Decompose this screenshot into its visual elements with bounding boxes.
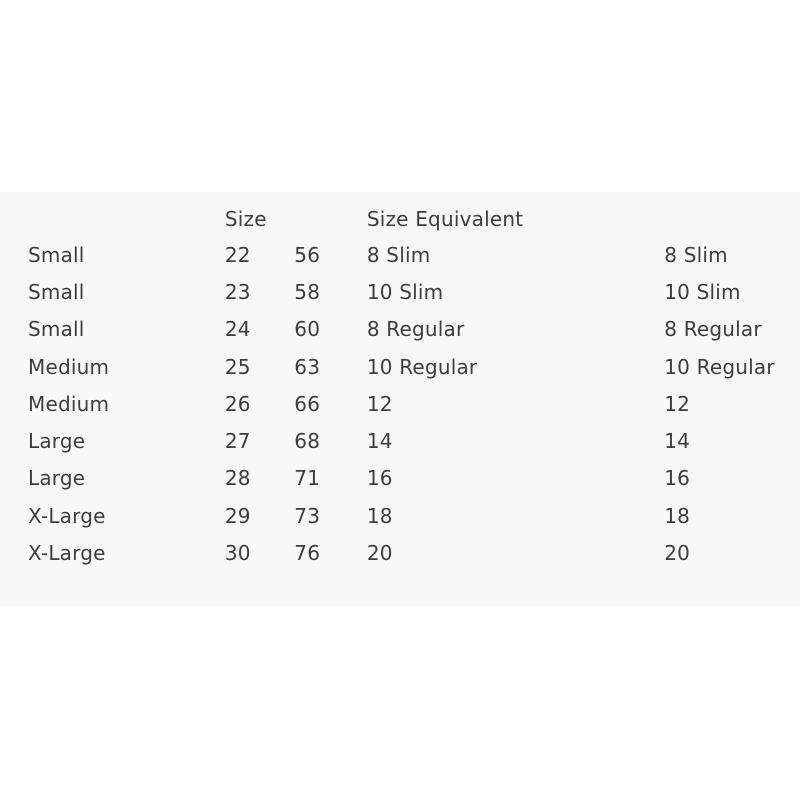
size-equivalent-alt-cell: 10 Slim <box>664 279 741 304</box>
table-row <box>0 460 800 497</box>
size-inch-cell: 27 <box>224 429 251 454</box>
size-equivalent-cell: 10 Regular <box>366 354 478 379</box>
size-cm-cell: 76 <box>294 541 321 566</box>
size-equivalent-alt-cell: 20 <box>664 541 691 566</box>
table-row <box>0 534 800 571</box>
size-equivalent-cell: 14 <box>366 429 393 454</box>
header-label <box>0 202 225 236</box>
size-equivalent-cell: 16 <box>366 466 393 491</box>
size-label-cell: Medium <box>28 391 110 416</box>
size-inch-cell: 22 <box>224 242 251 267</box>
size-cm-cell: 68 <box>294 429 321 454</box>
size-equivalent-cell: 8 Regular <box>366 317 465 342</box>
size-chart-table <box>0 202 800 572</box>
size-equivalent-cell: 12 <box>366 391 393 416</box>
size-inch-cell: 30 <box>224 541 251 566</box>
size-equivalent-cell: 8 Slim <box>366 242 431 267</box>
size-equivalent-alt-cell: 14 <box>664 429 691 454</box>
header-size-cm <box>294 202 367 236</box>
size-inch-cell: 28 <box>224 466 251 491</box>
size-cm-cell: 56 <box>294 242 321 267</box>
header-row <box>0 202 800 236</box>
size-label-cell: X-Large <box>28 503 106 528</box>
header-equivalent-alt <box>664 202 800 236</box>
size-inch-cell: 24 <box>224 317 251 342</box>
table-row <box>0 311 800 348</box>
size-cm-cell: 66 <box>294 391 321 416</box>
size-label-cell: Large <box>28 429 86 454</box>
table-row <box>0 273 800 310</box>
size-cm-cell: 58 <box>294 279 321 304</box>
size-label-cell: Medium <box>28 354 110 379</box>
table-row <box>0 385 800 422</box>
size-label-cell: Small <box>28 317 85 342</box>
size-cm-cell: 73 <box>294 503 321 528</box>
size-inch-cell: 26 <box>224 391 251 416</box>
size-label-cell: Small <box>28 242 85 267</box>
size-equivalent-alt-cell: 12 <box>664 391 691 416</box>
size-equivalent-alt-cell: 8 Regular <box>664 317 762 342</box>
size-inch-cell: 29 <box>224 503 251 528</box>
size-equivalent-cell: 10 Slim <box>366 279 444 304</box>
size-label-cell: Large <box>28 466 86 491</box>
size-cm-cell: 60 <box>294 317 321 342</box>
table-row <box>0 236 800 273</box>
size-equivalent-alt-cell: 16 <box>664 466 691 491</box>
size-equivalent-alt-cell: 8 Slim <box>664 242 728 267</box>
header-size-equivalent: Size Equivalent <box>366 207 524 231</box>
size-equivalent-alt-cell: 10 Regular <box>664 354 775 379</box>
size-equivalent-cell: 18 <box>366 503 393 528</box>
size-label-cell: Small <box>28 279 85 304</box>
header-size: Size <box>224 207 267 231</box>
size-inch-cell: 25 <box>224 354 251 379</box>
size-cm-cell: 63 <box>294 354 321 379</box>
size-equivalent-alt-cell: 18 <box>664 503 691 528</box>
size-cm-cell: 71 <box>294 466 321 491</box>
table-row <box>0 497 800 534</box>
size-equivalent-cell: 20 <box>366 541 393 566</box>
size-inch-cell: 23 <box>224 279 251 304</box>
size-label-cell: X-Large <box>28 541 106 566</box>
table-row <box>0 348 800 385</box>
table-row <box>0 422 800 459</box>
